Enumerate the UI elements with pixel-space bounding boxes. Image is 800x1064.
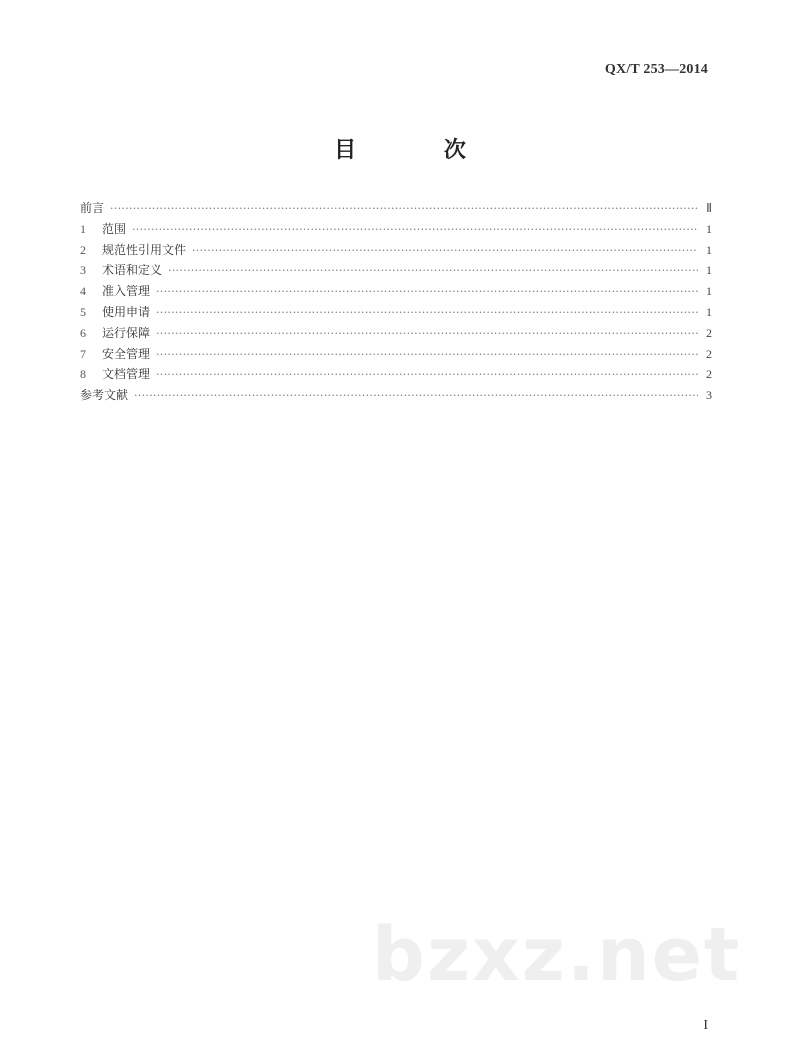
page-title: 目 次: [334, 137, 506, 163]
toc-leader-dots: [156, 324, 698, 345]
toc-entry-label: 安全管理: [102, 346, 151, 361]
toc-entry-number: 2: [80, 242, 86, 257]
toc-entry-page: 1: [706, 242, 712, 257]
toc-entry-number: 5: [80, 304, 86, 319]
toc-entry-page: 2: [706, 367, 712, 382]
watermark: bzxz.net: [372, 912, 742, 998]
toc-entry-number: 8: [80, 367, 86, 382]
toc-entry-page: 1: [706, 263, 712, 278]
toc-leader-dots: [110, 199, 698, 220]
toc-entry-label: 运行保障: [102, 325, 151, 340]
toc-entry-document-management[interactable]: [80, 364, 712, 385]
standard-code: QX/T 253—2014: [604, 62, 708, 77]
toc-entry-page: 2: [706, 325, 712, 340]
footer-page-number: I: [703, 1018, 708, 1033]
toc-entry-access-management[interactable]: [80, 281, 712, 302]
toc-entry-label: 参考文献: [80, 388, 129, 403]
toc-entry-page: 1: [706, 284, 712, 299]
toc-entry-security-management[interactable]: [80, 344, 712, 365]
toc-entry-label: 术语和定义: [102, 263, 163, 278]
toc-entry-label: 文档管理: [102, 367, 151, 382]
toc-leader-dots: [156, 345, 698, 366]
toc-leader-dots: [156, 303, 698, 324]
toc-leader-dots: [156, 282, 698, 303]
toc-entry-foreword[interactable]: [80, 198, 712, 219]
toc-entry-number: 4: [80, 284, 86, 299]
toc-leader-dots: [156, 365, 698, 386]
toc-entry-number: 6: [80, 325, 86, 340]
toc-entry-page: 1: [706, 304, 712, 319]
toc-entry-terms-definitions[interactable]: [80, 260, 712, 281]
toc-entry-bibliography[interactable]: [80, 385, 712, 406]
table-of-contents: [80, 198, 712, 406]
toc-leader-dots: [132, 220, 698, 241]
toc-entry-label: 前言: [80, 201, 105, 215]
toc-entry-usage-application[interactable]: [80, 302, 712, 323]
toc-entry-label: 使用申请: [102, 304, 151, 319]
toc-leader-dots: [168, 261, 698, 282]
toc-leader-dots: [192, 241, 698, 262]
toc-entry-operation-support[interactable]: [80, 323, 712, 344]
toc-entry-scope[interactable]: [80, 219, 712, 240]
toc-entry-page: Ⅱ: [706, 201, 712, 215]
toc-entry-number: 3: [80, 263, 86, 278]
toc-entry-label: 准入管理: [102, 284, 151, 299]
toc-entry-number: 7: [80, 346, 86, 361]
toc-entry-page: 2: [706, 346, 712, 361]
toc-entry-label: 范围: [102, 221, 127, 236]
toc-entry-normative-references[interactable]: [80, 240, 712, 261]
toc-entry-page: 3: [706, 388, 712, 403]
toc-entry-number: 1: [80, 221, 86, 236]
toc-entry-page: 1: [706, 221, 712, 236]
toc-entry-label: 规范性引用文件: [102, 242, 187, 257]
toc-leader-dots: [134, 386, 698, 407]
